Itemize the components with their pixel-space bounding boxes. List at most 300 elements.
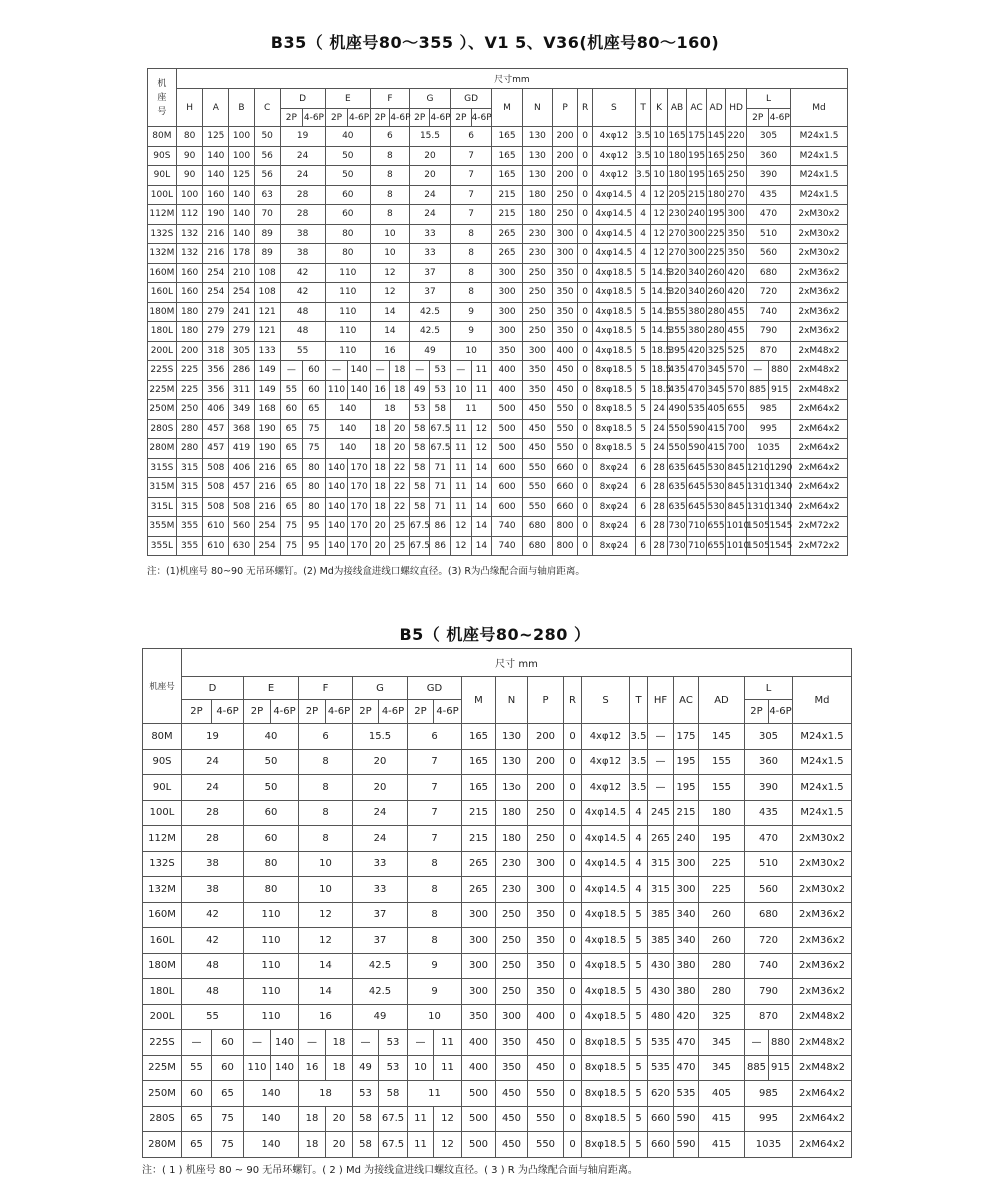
cell-a: 279 — [203, 322, 229, 342]
cell-d: 38 — [182, 851, 244, 877]
cell-t: 3.5 — [630, 724, 648, 750]
cell-ad: 325 — [706, 341, 726, 361]
cell-ac: 195 — [674, 749, 699, 775]
cell-d: 48 — [280, 302, 325, 322]
cell-e: 50 — [325, 146, 370, 166]
cell-gd: 8 — [451, 224, 492, 244]
cell-gd-2p: 10 — [408, 1055, 434, 1081]
cell-gd: 7 — [408, 826, 462, 852]
cell-l-4-6p: 1340 — [769, 497, 791, 517]
header-g-4-6p: 4-6P — [379, 700, 408, 724]
cell-d-4-6p: 75 — [303, 439, 326, 459]
cell-m: 400 — [462, 1055, 496, 1081]
cell-t: 3.5 — [630, 749, 648, 775]
cell-n: 450 — [522, 400, 552, 420]
cell-ad: 415 — [699, 1132, 745, 1158]
table-row — [148, 322, 848, 342]
cell-ab: 395 — [667, 341, 687, 361]
cell-r: 0 — [564, 928, 582, 954]
cell-f-2p: 18 — [370, 478, 390, 498]
cell-s: 4xφ14.5 — [592, 244, 635, 264]
cell-ac: 240 — [687, 205, 707, 225]
cell-md: 2xM64x2 — [791, 400, 848, 420]
cell-s: 4xφ18.5 — [582, 928, 630, 954]
cell-g: 20 — [353, 749, 408, 775]
cell-r: 0 — [564, 749, 582, 775]
table-row — [143, 800, 852, 826]
cell-m: 300 — [462, 928, 496, 954]
cell-ad: 280 — [706, 322, 726, 342]
cell-d: 55 — [280, 341, 325, 361]
table-row — [148, 458, 848, 478]
cell-a: 508 — [203, 478, 229, 498]
cell-g: 37 — [409, 263, 450, 283]
cell-p: 400 — [552, 341, 578, 361]
cell-ab: 435 — [667, 361, 687, 381]
cell-t: 3.5 — [630, 775, 648, 801]
cell-f-4-6p: 25 — [390, 536, 410, 556]
frame-header: 机座号 — [143, 649, 182, 724]
cell-e-4-6p: 170 — [348, 458, 371, 478]
cell-n: 250 — [522, 263, 552, 283]
cell-k: 10 — [651, 166, 667, 186]
cell-g-2p: 53 — [409, 400, 430, 420]
cell-d-2p: 75 — [280, 517, 303, 537]
cell-n: 550 — [522, 458, 552, 478]
cell-g: 37 — [353, 928, 408, 954]
cell-f: 8 — [299, 800, 353, 826]
cell-p: 550 — [528, 1132, 564, 1158]
table-row — [148, 439, 848, 459]
cell-md: 2xM64x2 — [793, 1106, 852, 1132]
cell-l: 360 — [746, 146, 790, 166]
cell-f: 8 — [370, 146, 409, 166]
cell-e: 140 — [325, 439, 370, 459]
cell-l: 360 — [745, 749, 793, 775]
cell-md: 2xM36x2 — [791, 302, 848, 322]
frame-header: 机 座 号 — [148, 69, 177, 127]
cell-gd-2p: 10 — [451, 380, 472, 400]
cell-gd-2p: 11 — [451, 439, 472, 459]
cell-f-2p: 20 — [370, 517, 390, 537]
cell-md: 2xM48x2 — [791, 341, 848, 361]
cell-md: M24x1.5 — [793, 775, 852, 801]
cell-frame: 315M — [148, 478, 177, 498]
cell-c: 190 — [254, 419, 280, 439]
cell-g: 49 — [409, 341, 450, 361]
cell-gd-4-6p: 12 — [434, 1132, 462, 1158]
cell-g-2p: 67.5 — [409, 517, 430, 537]
cell-l-4-6p: 915 — [769, 1055, 793, 1081]
cell-n: 550 — [522, 478, 552, 498]
cell-m: 300 — [492, 322, 523, 342]
cell-frame: 132M — [143, 877, 182, 903]
cell-e: 40 — [244, 724, 299, 750]
cell-e: 110 — [325, 302, 370, 322]
header-e-4-6p: 4-6P — [271, 700, 299, 724]
header-c: C — [254, 89, 280, 127]
cell-e: 110 — [244, 1004, 299, 1030]
cell-e: 140 — [325, 400, 370, 420]
cell-d-4-6p: 75 — [212, 1132, 244, 1158]
cell-c: 121 — [254, 322, 280, 342]
cell-f: 12 — [370, 263, 409, 283]
cell-g-2p: 58 — [409, 458, 430, 478]
cell-hf: 385 — [648, 928, 674, 954]
cell-b: 254 — [229, 283, 255, 303]
cell-l: 870 — [746, 341, 790, 361]
cell-a: 125 — [203, 127, 229, 147]
cell-p: 660 — [552, 458, 578, 478]
cell-frame: 315L — [148, 497, 177, 517]
cell-gd-2p: 11 — [408, 1106, 434, 1132]
cell-e: 50 — [325, 166, 370, 186]
cell-t: 5 — [635, 283, 650, 303]
cell-ab: 205 — [667, 185, 687, 205]
cell-e-2p: 140 — [325, 478, 348, 498]
cell-h: 132 — [176, 224, 203, 244]
cell-ac: 645 — [687, 497, 707, 517]
header-t: T — [635, 89, 650, 127]
header-p: P — [528, 677, 564, 724]
cell-k: 18.5 — [651, 380, 667, 400]
cell-e: 140 — [244, 1106, 299, 1132]
cell-m: 265 — [462, 877, 496, 903]
cell-e: 50 — [244, 775, 299, 801]
cell-l-4-6p: 1290 — [769, 458, 791, 478]
cell-t: 6 — [635, 458, 650, 478]
cell-e: 140 — [244, 1132, 299, 1158]
cell-s: 8xφ18.5 — [592, 400, 635, 420]
header-f-2p: 2P — [370, 109, 390, 127]
header-hd: HD — [726, 89, 747, 127]
cell-gd-4-6p: 14 — [471, 536, 492, 556]
cell-s: 8xφ18.5 — [592, 380, 635, 400]
cell-gd: 7 — [408, 749, 462, 775]
cell-g-4-6p: 53 — [379, 1055, 408, 1081]
cell-t: 3.5 — [635, 127, 650, 147]
cell-p: 450 — [552, 361, 578, 381]
cell-gd: 7 — [451, 146, 492, 166]
cell-n: 450 — [496, 1106, 528, 1132]
header-gd-2p: 2P — [451, 109, 472, 127]
cell-gd-4-6p: 14 — [471, 517, 492, 537]
cell-frame: 280M — [143, 1132, 182, 1158]
cell-f-2p: 18 — [299, 1132, 326, 1158]
cell-l-4-6p: 880 — [769, 361, 791, 381]
cell-f-2p: 18 — [370, 419, 390, 439]
cell-md: 2xM64x2 — [791, 478, 848, 498]
cell-s: 4xφ14.5 — [592, 185, 635, 205]
cell-hd: 455 — [726, 302, 747, 322]
cell-r: 0 — [578, 497, 592, 517]
cell-g-4-6p: 86 — [430, 517, 451, 537]
cell-hf: 385 — [648, 902, 674, 928]
cell-hf: 430 — [648, 953, 674, 979]
cell-frame: 90S — [148, 146, 177, 166]
cell-l-4-6p: 1340 — [769, 478, 791, 498]
cell-ad: 530 — [706, 458, 726, 478]
cell-md: 2xM36x2 — [791, 283, 848, 303]
cell-p: 400 — [528, 1004, 564, 1030]
cell-p: 350 — [552, 302, 578, 322]
cell-g-4-6p: 86 — [430, 536, 451, 556]
cell-m: 740 — [492, 517, 523, 537]
cell-l-2p: 1310 — [746, 478, 769, 498]
cell-r: 0 — [578, 263, 592, 283]
cell-ab: 635 — [667, 478, 687, 498]
cell-ad: 345 — [699, 1030, 745, 1056]
cell-t: 5 — [630, 1055, 648, 1081]
cell-r: 0 — [564, 953, 582, 979]
cell-gd-4-6p: 14 — [471, 497, 492, 517]
cell-ab: 490 — [667, 400, 687, 420]
cell-frame: 200L — [148, 341, 177, 361]
header-g-2p: 2P — [409, 109, 430, 127]
cell-r: 0 — [578, 419, 592, 439]
cell-a: 457 — [203, 419, 229, 439]
cell-gd-2p: 11 — [451, 419, 472, 439]
cell-ac: 710 — [687, 517, 707, 537]
cell-s: 4xφ14.5 — [582, 800, 630, 826]
cell-g-4-6p: 58 — [379, 1081, 408, 1107]
cell-t: 4 — [630, 877, 648, 903]
cell-t: 6 — [635, 478, 650, 498]
cell-d-2p: 60 — [182, 1081, 212, 1107]
cell-s: 4xφ18.5 — [592, 263, 635, 283]
cell-d-2p: 65 — [280, 497, 303, 517]
cell-ad: 655 — [706, 517, 726, 537]
header-ab: AB — [667, 89, 687, 127]
header-d-2p: 2P — [280, 109, 303, 127]
cell-e: 80 — [325, 224, 370, 244]
cell-h: 225 — [176, 380, 203, 400]
cell-k: 28 — [651, 458, 667, 478]
cell-k: 28 — [651, 497, 667, 517]
cell-l-4-6p: 1545 — [769, 536, 791, 556]
cell-hd: 455 — [726, 322, 747, 342]
header-l: L — [745, 677, 793, 700]
cell-r: 0 — [578, 283, 592, 303]
cell-t: 4 — [630, 800, 648, 826]
cell-l: 985 — [745, 1081, 793, 1107]
cell-ac: 195 — [687, 146, 707, 166]
cell-t: 5 — [635, 419, 650, 439]
cell-f-2p: 18 — [370, 458, 390, 478]
cell-frame: 250M — [148, 400, 177, 420]
cell-md: 2xM48x2 — [793, 1055, 852, 1081]
cell-g-4-6p: 67.5 — [430, 419, 451, 439]
cell-g-2p: — — [409, 361, 430, 381]
cell-e-2p: 110 — [244, 1055, 271, 1081]
cell-md: 2xM36x2 — [793, 979, 852, 1005]
cell-s: 4xφ12 — [582, 775, 630, 801]
cell-e-2p: 140 — [325, 497, 348, 517]
cell-ab: 355 — [667, 322, 687, 342]
cell-d: 42 — [280, 263, 325, 283]
cell-s: 4xφ14.5 — [582, 851, 630, 877]
cell-hd: 250 — [726, 146, 747, 166]
cell-d-2p: 65 — [280, 419, 303, 439]
table-row — [148, 185, 848, 205]
header-d: D — [280, 89, 325, 109]
cell-n: 180 — [522, 185, 552, 205]
cell-ac: 300 — [687, 244, 707, 264]
cell-l: 1035 — [746, 439, 790, 459]
cell-f: 12 — [299, 902, 353, 928]
cell-hd: 270 — [726, 185, 747, 205]
cell-b: 457 — [229, 478, 255, 498]
header-e-2p: 2P — [325, 109, 348, 127]
cell-m: 300 — [462, 979, 496, 1005]
cell-hd: 250 — [726, 166, 747, 186]
cell-d-4-6p: 80 — [303, 458, 326, 478]
cell-d-2p: 60 — [280, 400, 303, 420]
cell-p: 550 — [528, 1081, 564, 1107]
cell-d-4-6p: 60 — [303, 380, 326, 400]
cell-s: 4xφ18.5 — [592, 341, 635, 361]
cell-a: 190 — [203, 205, 229, 225]
cell-c: 108 — [254, 263, 280, 283]
table-row — [143, 749, 852, 775]
header-f-4-6p: 4-6P — [326, 700, 353, 724]
cell-l: 790 — [745, 979, 793, 1005]
cell-frame: 160L — [148, 283, 177, 303]
cell-ad: 225 — [699, 851, 745, 877]
cell-md: M24x1.5 — [791, 166, 848, 186]
cell-gd: 6 — [451, 127, 492, 147]
cell-gd-4-6p: 14 — [471, 458, 492, 478]
cell-k: 12 — [651, 205, 667, 225]
cell-md: M24x1.5 — [791, 146, 848, 166]
cell-gd-2p: 12 — [451, 536, 472, 556]
header-md: Md — [793, 677, 852, 724]
cell-f-4-6p: 25 — [390, 517, 410, 537]
cell-hf: 535 — [648, 1055, 674, 1081]
cell-ad: 345 — [699, 1055, 745, 1081]
header-l-4-6p: 4-6P — [769, 109, 791, 127]
cell-c: 216 — [254, 478, 280, 498]
cell-ac: 470 — [674, 1030, 699, 1056]
cell-s: 4xφ18.5 — [592, 283, 635, 303]
cell-ad: 530 — [706, 497, 726, 517]
cell-l-2p: 1505 — [746, 517, 769, 537]
cell-b: 241 — [229, 302, 255, 322]
cell-g: 42.5 — [409, 322, 450, 342]
cell-f-4-6p: 18 — [390, 380, 410, 400]
cell-g: 24 — [353, 826, 408, 852]
cell-r: 0 — [564, 1106, 582, 1132]
cell-g: 20 — [353, 775, 408, 801]
cell-s: 4xφ18.5 — [582, 953, 630, 979]
cell-n: 300 — [496, 1004, 528, 1030]
cell-f: 6 — [299, 724, 353, 750]
cell-c: 149 — [254, 361, 280, 381]
cell-g-2p: 58 — [409, 478, 430, 498]
table-row — [143, 1030, 852, 1056]
table-row — [143, 826, 852, 852]
cell-a: 356 — [203, 361, 229, 381]
cell-n: 130 — [522, 127, 552, 147]
table-row — [143, 928, 852, 954]
cell-a: 160 — [203, 185, 229, 205]
cell-e: 110 — [325, 263, 370, 283]
cell-gd-4-6p: 11 — [471, 380, 492, 400]
cell-ad: 415 — [699, 1106, 745, 1132]
cell-h: 112 — [176, 205, 203, 225]
cell-frame: 180M — [148, 302, 177, 322]
cell-n: 250 — [496, 953, 528, 979]
cell-md: 2xM72x2 — [791, 536, 848, 556]
cell-d: 38 — [182, 877, 244, 903]
header-g: G — [409, 89, 450, 109]
cell-f-4-6p: 18 — [390, 361, 410, 381]
cell-m: 300 — [492, 283, 523, 303]
cell-t: 5 — [630, 953, 648, 979]
header-g: G — [353, 677, 408, 700]
cell-t: 4 — [635, 185, 650, 205]
cell-frame: 132M — [148, 244, 177, 264]
cell-hd: 1010 — [726, 517, 747, 537]
cell-s: 4xφ14.5 — [592, 205, 635, 225]
cell-d: 24 — [280, 146, 325, 166]
header-gd-4-6p: 4-6P — [471, 109, 492, 127]
cell-e: 110 — [325, 283, 370, 303]
table-row — [148, 146, 848, 166]
cell-f: 10 — [299, 877, 353, 903]
header-a: A — [203, 89, 229, 127]
cell-m: 165 — [492, 127, 523, 147]
cell-n: 130 — [496, 724, 528, 750]
cell-ac: 590 — [674, 1132, 699, 1158]
cell-m: 165 — [462, 749, 496, 775]
cell-f-4-6p: 20 — [390, 439, 410, 459]
cell-ab: 230 — [667, 205, 687, 225]
cell-n: 250 — [496, 902, 528, 928]
cell-p: 200 — [528, 749, 564, 775]
cell-ad: 155 — [699, 749, 745, 775]
cell-p: 300 — [552, 224, 578, 244]
cell-b: 279 — [229, 322, 255, 342]
cell-t: 4 — [635, 224, 650, 244]
cell-m: 500 — [492, 439, 523, 459]
cell-k: 28 — [651, 517, 667, 537]
cell-hf: 265 — [648, 826, 674, 852]
cell-h: 180 — [176, 322, 203, 342]
cell-l: 680 — [745, 902, 793, 928]
cell-m: 215 — [462, 826, 496, 852]
cell-m: 215 — [492, 205, 523, 225]
cell-ac: 340 — [687, 263, 707, 283]
cell-t: 3.5 — [635, 146, 650, 166]
cell-r: 0 — [564, 1030, 582, 1056]
cell-g-4-6p: 58 — [430, 400, 451, 420]
cell-p: 800 — [552, 517, 578, 537]
cell-r: 0 — [578, 380, 592, 400]
cell-c: 50 — [254, 127, 280, 147]
cell-ad: 195 — [706, 205, 726, 225]
cell-ac: 380 — [687, 302, 707, 322]
cell-e-4-6p: 140 — [348, 380, 371, 400]
cell-r: 0 — [564, 851, 582, 877]
cell-f-4-6p: 18 — [326, 1055, 353, 1081]
cell-m: 300 — [492, 302, 523, 322]
cell-n: 230 — [496, 877, 528, 903]
cell-t: 5 — [635, 302, 650, 322]
cell-gd: 8 — [408, 902, 462, 928]
cell-hd: 845 — [726, 478, 747, 498]
cell-frame: 280S — [143, 1106, 182, 1132]
